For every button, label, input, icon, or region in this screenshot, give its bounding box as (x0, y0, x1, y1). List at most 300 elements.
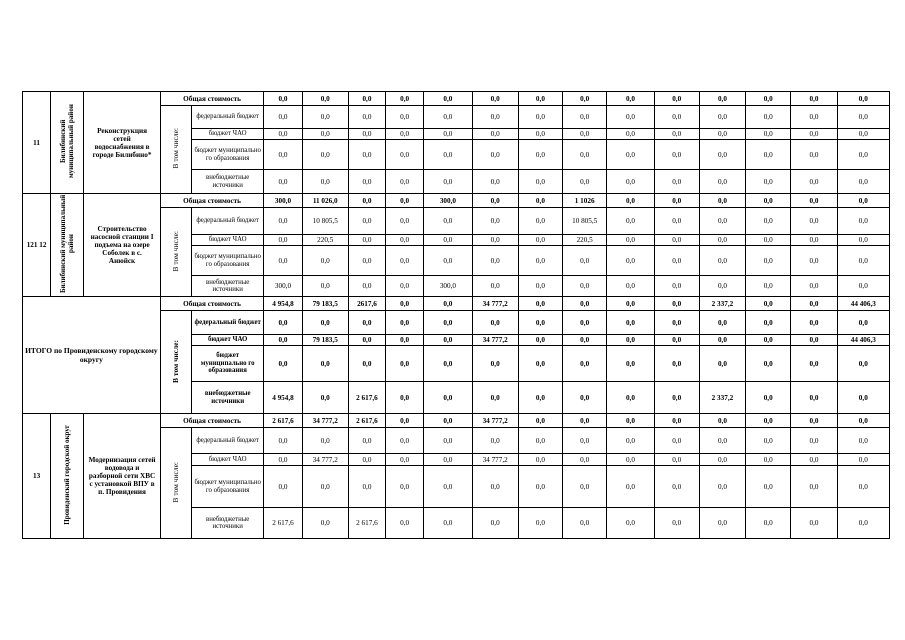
value-cell: 0,0 (607, 414, 654, 428)
value-cell: 0,0 (518, 428, 562, 454)
value-cell: 0,0 (472, 235, 518, 246)
value-cell: 0,0 (654, 235, 699, 246)
value-cell: 0,0 (264, 466, 302, 508)
value-cell: 0,0 (607, 454, 654, 466)
value-cell: 34 777,2 (302, 414, 348, 428)
value-cell: 0,0 (518, 335, 562, 346)
value-cell: 0,0 (607, 106, 654, 129)
value-cell: 4 954,8 (264, 297, 302, 311)
source-label: бюджет муниципально го образования (191, 346, 263, 382)
value-cell: 0,0 (518, 508, 562, 539)
value-cell: 10 805,5 (302, 208, 348, 235)
value-cell: 0,0 (563, 311, 607, 335)
value-cell: 0,0 (472, 246, 518, 276)
value-cell: 0,0 (424, 335, 472, 346)
value-cell: 0,0 (746, 194, 791, 208)
value-cell: 220,5 (302, 235, 348, 246)
value-cell: 0,0 (518, 276, 562, 297)
value-cell: 0,0 (472, 92, 518, 106)
value-cell: 0,0 (699, 346, 745, 382)
value-cell: 0,0 (654, 428, 699, 454)
value-cell: 0,0 (837, 466, 889, 508)
value-cell: 0,0 (607, 208, 654, 235)
source-label: бюджет ЧАО (191, 129, 263, 140)
source-label: федеральный бюджет (191, 106, 263, 129)
value-cell: 0,0 (699, 276, 745, 297)
value-cell: 0,0 (348, 246, 385, 276)
value-cell: 0,0 (563, 170, 607, 194)
value-cell: 0,0 (563, 276, 607, 297)
value-cell: 0,0 (348, 335, 385, 346)
value-cell: 0,0 (424, 297, 472, 311)
value-cell: 0,0 (348, 194, 385, 208)
value-cell: 0,0 (424, 382, 472, 414)
value-cell: 0,0 (563, 297, 607, 311)
value-cell: 0,0 (654, 194, 699, 208)
value-cell: 0,0 (302, 140, 348, 170)
value-cell: 0,0 (791, 466, 837, 508)
value-cell: 0,0 (264, 92, 302, 106)
value-cell: 0,0 (654, 335, 699, 346)
value-cell: 34 777,2 (472, 297, 518, 311)
value-cell: 0,0 (791, 335, 837, 346)
source-label: бюджет муниципально го образования (191, 140, 263, 170)
source-label: федеральный бюджет (191, 208, 263, 235)
source-label: бюджет ЧАО (191, 335, 263, 346)
row-label: Общая стоимость (160, 414, 264, 428)
value-cell: 0,0 (518, 208, 562, 235)
value-cell: 0,0 (791, 454, 837, 466)
value-cell: 0,0 (837, 454, 889, 466)
value-cell: 0,0 (386, 129, 424, 140)
value-cell: 0,0 (424, 246, 472, 276)
value-cell: 0,0 (424, 208, 472, 235)
value-cell: 0,0 (472, 106, 518, 129)
value-cell: 0,0 (386, 92, 424, 106)
value-cell: 0,0 (563, 140, 607, 170)
value-cell: 0,0 (699, 194, 745, 208)
value-cell: 300,0 (424, 194, 472, 208)
value-cell: 0,0 (791, 346, 837, 382)
value-cell: 0,0 (386, 235, 424, 246)
value-cell: 0,0 (791, 106, 837, 129)
value-cell: 0,0 (518, 170, 562, 194)
value-cell: 0,0 (837, 382, 889, 414)
value-cell: 0,0 (699, 208, 745, 235)
value-cell: 0,0 (607, 508, 654, 539)
value-cell: 0,0 (746, 335, 791, 346)
total-row (23, 194, 890, 208)
value-cell: 0,0 (424, 106, 472, 129)
value-cell: 0,0 (264, 208, 302, 235)
value-cell: 0,0 (699, 414, 745, 428)
value-cell: 0,0 (837, 92, 889, 106)
value-cell: 0,0 (424, 466, 472, 508)
value-cell: 0,0 (699, 311, 745, 335)
value-cell: 0,0 (386, 208, 424, 235)
value-cell: 0,0 (386, 106, 424, 129)
value-cell: 0,0 (264, 335, 302, 346)
value-cell: 0,0 (518, 454, 562, 466)
value-cell: 0,0 (791, 170, 837, 194)
value-cell: 300,0 (264, 194, 302, 208)
value-cell: 34 777,2 (472, 414, 518, 428)
value-cell: 0,0 (791, 276, 837, 297)
value-cell: 0,0 (654, 92, 699, 106)
value-cell: 0,0 (563, 466, 607, 508)
value-cell: 0,0 (746, 428, 791, 454)
value-cell: 10 805,5 (563, 208, 607, 235)
value-cell: 0,0 (607, 428, 654, 454)
value-cell: 0,0 (302, 428, 348, 454)
value-cell: 0,0 (424, 311, 472, 335)
value-cell: 0,0 (563, 454, 607, 466)
value-cell: 4 954,8 (264, 382, 302, 414)
value-cell: 0,0 (264, 235, 302, 246)
row-label: Общая стоимость (160, 194, 264, 208)
value-cell: 0,0 (654, 106, 699, 129)
value-cell: 2 617,6 (264, 414, 302, 428)
value-cell: 0,0 (424, 170, 472, 194)
value-cell: 0,0 (348, 466, 385, 508)
value-cell: 2 337,2 (699, 382, 745, 414)
value-cell: 0,0 (791, 246, 837, 276)
value-cell: 0,0 (348, 106, 385, 129)
value-cell: 0,0 (837, 140, 889, 170)
value-cell: 0,0 (424, 414, 472, 428)
source-label: внебюджетные источники (191, 382, 263, 414)
value-cell: 0,0 (607, 92, 654, 106)
value-cell: 0,0 (607, 311, 654, 335)
value-cell: 0,0 (746, 466, 791, 508)
value-cell: 0,0 (607, 140, 654, 170)
value-cell: 0,0 (424, 129, 472, 140)
value-cell: 11 026,0 (302, 194, 348, 208)
value-cell: 0,0 (699, 140, 745, 170)
value-cell: 0,0 (746, 170, 791, 194)
value-cell: 0,0 (348, 235, 385, 246)
value-cell: 0,0 (563, 92, 607, 106)
value-cell: 0,0 (791, 311, 837, 335)
value-cell: 0,0 (518, 194, 562, 208)
value-cell: 300,0 (264, 276, 302, 297)
value-cell: 0,0 (837, 428, 889, 454)
value-cell: 0,0 (424, 92, 472, 106)
value-cell: 0,0 (746, 235, 791, 246)
in-total-text: В том числе: (170, 461, 180, 503)
value-cell: 0,0 (654, 140, 699, 170)
value-cell: 0,0 (746, 346, 791, 382)
value-cell: 0,0 (386, 297, 424, 311)
value-cell: 0,0 (699, 454, 745, 466)
value-cell: 0,0 (386, 382, 424, 414)
value-cell: 0,0 (699, 129, 745, 140)
value-cell: 0,0 (472, 466, 518, 508)
value-cell: 0,0 (386, 335, 424, 346)
total-row (23, 414, 890, 428)
value-cell: 0,0 (472, 508, 518, 539)
value-cell: 0,0 (563, 129, 607, 140)
value-cell: 0,0 (302, 508, 348, 539)
value-cell: 0,0 (424, 508, 472, 539)
value-cell: 2 617,6 (348, 382, 385, 414)
source-label: внебюджетные источники (191, 508, 263, 539)
value-cell: 0,0 (607, 246, 654, 276)
project-description: Реконструкция сетей водоснабжения в городе Билибино* (84, 92, 160, 194)
value-cell: 0,0 (837, 246, 889, 276)
value-cell: 0,0 (348, 129, 385, 140)
value-cell: 0,0 (264, 311, 302, 335)
value-cell: 0,0 (746, 508, 791, 539)
value-cell: 0,0 (837, 235, 889, 246)
value-cell: 0,0 (791, 508, 837, 539)
value-cell: 0,0 (699, 466, 745, 508)
source-label: внебюджетные источники (191, 276, 263, 297)
value-cell: 0,0 (518, 235, 562, 246)
value-cell: 0,0 (654, 170, 699, 194)
project-description: Модернизация сетей водовода и разборной сети ХВС с установкой ВПУ в п. Провидения (84, 414, 160, 539)
value-cell: 0,0 (837, 414, 889, 428)
value-cell: 0,0 (837, 170, 889, 194)
value-cell: 0,0 (699, 235, 745, 246)
value-cell: 0,0 (699, 92, 745, 106)
value-cell: 0,0 (654, 466, 699, 508)
in-total-text: В том числе: (170, 128, 180, 169)
value-cell: 34 777,2 (302, 454, 348, 466)
value-cell: 0,0 (424, 346, 472, 382)
value-cell: 0,0 (607, 129, 654, 140)
value-cell: 0,0 (791, 129, 837, 140)
value-cell: 0,0 (746, 246, 791, 276)
in-total-text: В том числе: (170, 339, 180, 383)
value-cell: 0,0 (348, 92, 385, 106)
source-label: федеральный бюджет (191, 311, 263, 335)
value-cell: 0,0 (424, 140, 472, 170)
value-cell: 0,0 (746, 129, 791, 140)
value-cell: 0,0 (563, 508, 607, 539)
in-total-text: В том числе: (170, 230, 180, 272)
value-cell: 0,0 (563, 335, 607, 346)
value-cell: 0,0 (563, 346, 607, 382)
value-cell: 0,0 (264, 129, 302, 140)
value-cell: 0,0 (654, 129, 699, 140)
value-cell: 0,0 (607, 466, 654, 508)
value-cell: 34 777,2 (472, 454, 518, 466)
value-cell: 0,0 (386, 414, 424, 428)
value-cell: 0,0 (607, 276, 654, 297)
value-cell: 0,0 (791, 194, 837, 208)
value-cell: 0,0 (348, 454, 385, 466)
value-cell: 0,0 (654, 382, 699, 414)
in-total-label (160, 208, 191, 297)
value-cell: 0,0 (472, 311, 518, 335)
value-cell: 0,0 (746, 454, 791, 466)
value-cell: 0,0 (518, 414, 562, 428)
value-cell: 0,0 (746, 297, 791, 311)
value-cell: 0,0 (699, 170, 745, 194)
source-label: внебюджетные источники (191, 170, 263, 194)
value-cell: 0,0 (386, 140, 424, 170)
value-cell: 0,0 (654, 414, 699, 428)
value-cell: 34 777,2 (472, 335, 518, 346)
value-cell: 0,0 (302, 382, 348, 414)
value-cell: 0,0 (746, 106, 791, 129)
value-cell: 44 406,3 (837, 335, 889, 346)
value-cell: 0,0 (518, 140, 562, 170)
value-cell: 0,0 (607, 346, 654, 382)
value-cell: 0,0 (424, 235, 472, 246)
value-cell: 300,0 (424, 276, 472, 297)
value-cell: 0,0 (791, 382, 837, 414)
value-cell: 0,0 (472, 346, 518, 382)
value-cell: 0,0 (654, 508, 699, 539)
district-name (51, 414, 84, 539)
value-cell: 0,0 (472, 382, 518, 414)
value-cell: 0,0 (607, 235, 654, 246)
value-cell: 0,0 (699, 508, 745, 539)
source-label: бюджет муниципально го образования (191, 466, 263, 508)
value-cell: 0,0 (386, 428, 424, 454)
value-cell: 0,0 (302, 246, 348, 276)
district-label: Провиденский городской округ (63, 425, 72, 525)
value-cell: 0,0 (472, 170, 518, 194)
value-cell: 0,0 (837, 106, 889, 129)
row-label: Общая стоимость (160, 92, 264, 106)
value-cell: 0,0 (302, 92, 348, 106)
value-cell: 2 617,6 (264, 508, 302, 539)
source-label: бюджет муниципально го образования (191, 246, 263, 276)
value-cell: 0,0 (837, 208, 889, 235)
value-cell: 0,0 (386, 170, 424, 194)
value-cell: 0,0 (348, 170, 385, 194)
value-cell: 0,0 (518, 92, 562, 106)
value-cell: 0,0 (264, 346, 302, 382)
value-cell: 0,0 (791, 297, 837, 311)
value-cell: 0,0 (386, 246, 424, 276)
total-row (23, 297, 890, 311)
summary-title: ИТОГО по Провиденскому городскому округу (23, 297, 161, 414)
value-cell: 2 617,6 (348, 414, 385, 428)
value-cell: 0,0 (386, 276, 424, 297)
value-cell: 0,0 (654, 208, 699, 235)
value-cell: 0,0 (518, 106, 562, 129)
value-cell: 0,0 (654, 454, 699, 466)
value-cell: 0,0 (563, 106, 607, 129)
value-cell: 0,0 (386, 454, 424, 466)
value-cell: 0,0 (472, 428, 518, 454)
value-cell: 0,0 (472, 194, 518, 208)
value-cell: 0,0 (348, 346, 385, 382)
value-cell: 0,0 (348, 140, 385, 170)
value-cell: 0,0 (563, 428, 607, 454)
value-cell: 0,0 (607, 170, 654, 194)
value-cell: 0,0 (746, 92, 791, 106)
value-cell: 0,0 (699, 335, 745, 346)
value-cell: 79 183,5 (302, 297, 348, 311)
district-name (51, 92, 84, 194)
value-cell: 0,0 (791, 235, 837, 246)
value-cell: 0,0 (264, 140, 302, 170)
source-label: федеральный бюджет (191, 428, 263, 454)
district-label: Билибинский муниципальный район (59, 104, 76, 179)
value-cell: 0,0 (348, 428, 385, 454)
in-total-label (160, 428, 191, 539)
in-total-label (160, 106, 191, 194)
value-cell: 0,0 (518, 466, 562, 508)
value-cell: 0,0 (472, 140, 518, 170)
value-cell: 0,0 (837, 194, 889, 208)
value-cell: 0,0 (607, 335, 654, 346)
value-cell: 0,0 (424, 454, 472, 466)
value-cell: 0,0 (837, 276, 889, 297)
value-cell: 0,0 (791, 92, 837, 106)
value-cell: 0,0 (386, 508, 424, 539)
value-cell: 1 1026 (563, 194, 607, 208)
value-cell: 0,0 (791, 208, 837, 235)
value-cell: 0,0 (607, 194, 654, 208)
value-cell: 0,0 (348, 311, 385, 335)
value-cell: 220,5 (563, 235, 607, 246)
value-cell: 0,0 (264, 106, 302, 129)
value-cell: 0,0 (472, 208, 518, 235)
value-cell: 0,0 (302, 346, 348, 382)
row-number: 13 (23, 414, 51, 539)
value-cell: 0,0 (302, 129, 348, 140)
value-cell: 0,0 (518, 346, 562, 382)
value-cell: 0,0 (791, 140, 837, 170)
value-cell: 0,0 (791, 414, 837, 428)
value-cell: 0,0 (699, 246, 745, 276)
value-cell: 0,0 (302, 276, 348, 297)
value-cell: 0,0 (348, 276, 385, 297)
value-cell: 0,0 (746, 382, 791, 414)
value-cell: 0,0 (837, 508, 889, 539)
value-cell: 0,0 (518, 311, 562, 335)
value-cell: 0,0 (348, 208, 385, 235)
value-cell: 0,0 (654, 246, 699, 276)
row-number: 121 12 (23, 194, 51, 297)
value-cell: 0,0 (302, 311, 348, 335)
value-cell: 0,0 (837, 346, 889, 382)
value-cell: 0,0 (563, 382, 607, 414)
value-cell: 0,0 (654, 311, 699, 335)
district-name (51, 194, 84, 297)
district-label: Билибинский муниципальный район (59, 194, 76, 294)
value-cell: 0,0 (699, 106, 745, 129)
value-cell: 79 183,5 (302, 335, 348, 346)
value-cell: 0,0 (264, 454, 302, 466)
project-description: Строительство насосной станции I подъема на озере Соболек в с. Анюйск (84, 194, 160, 297)
value-cell: 0,0 (746, 208, 791, 235)
value-cell: 0,0 (386, 194, 424, 208)
value-cell: 0,0 (386, 311, 424, 335)
value-cell: 0,0 (837, 129, 889, 140)
value-cell: 0,0 (746, 311, 791, 335)
row-number: 11 (23, 92, 51, 194)
source-label: бюджет ЧАО (191, 235, 263, 246)
value-cell: 0,0 (472, 276, 518, 297)
value-cell: 0,0 (607, 382, 654, 414)
value-cell: 0,0 (746, 414, 791, 428)
value-cell: 0,0 (563, 414, 607, 428)
value-cell: 0,0 (264, 170, 302, 194)
value-cell: 2 337,2 (699, 297, 745, 311)
value-cell: 0,0 (699, 428, 745, 454)
value-cell: 0,0 (607, 297, 654, 311)
value-cell: 0,0 (518, 382, 562, 414)
value-cell: 0,0 (302, 106, 348, 129)
value-cell: 0,0 (837, 311, 889, 335)
